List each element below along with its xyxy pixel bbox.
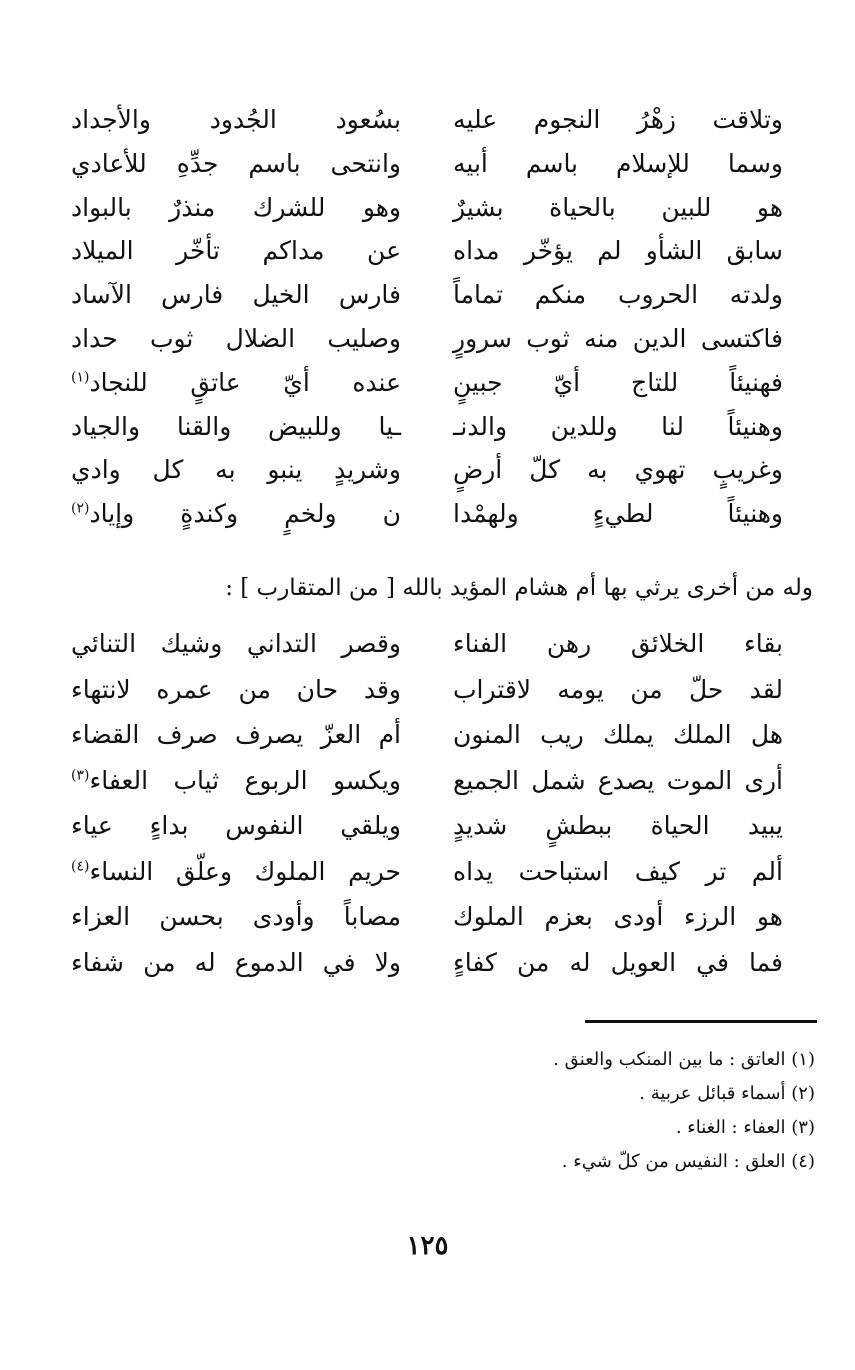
verse-second-hemistich-text: مصاباً وأودى بحسن العزاء <box>71 902 401 931</box>
verse-second-hemistich <box>71 668 401 711</box>
poem-intro: وله من أخرى يرثي بها أم هشام المؤيد بالله [ من المتقارب ] : <box>225 575 813 601</box>
verse-first-hemistich: فاكتسى الدين منه ثوب سرورٍ <box>453 323 783 353</box>
verse-first-hemistich: وغريبٍ تهوي به كلّ أرضٍ <box>453 455 783 485</box>
verse-second-hemistich <box>71 492 401 535</box>
verse-first-hemistich: ولدته الحروب منكم تماماً <box>453 280 783 310</box>
verse-line <box>71 804 783 850</box>
verse-line <box>71 895 783 941</box>
verse-second-hemistich <box>71 317 401 360</box>
footnote: (٤) العلق : النفيس من كلّ شيء . <box>561 1151 815 1172</box>
verse-line <box>71 229 783 273</box>
verse-first-hemistich: سابق الشأو لم يؤخّر مداه <box>453 236 783 266</box>
verse-second-hemistich <box>71 895 401 938</box>
page-number: ١٢٥ <box>406 1231 449 1261</box>
verse-second-hemistich-text: ولا في الدموع له من شفاء <box>71 947 401 977</box>
footnote: (٢) أسماء قبائل عربية . <box>639 1083 815 1104</box>
verse-line <box>71 98 783 142</box>
footnote-marker: (٣) <box>71 767 90 784</box>
verse-second-hemistich <box>71 941 401 984</box>
verse-line <box>71 941 783 987</box>
verse-line <box>71 492 783 536</box>
verse-second-hemistich-text: وقصر التداني وشيك التنائي <box>71 629 401 658</box>
footnote: (٣) العفاء : الغناء . <box>675 1117 815 1138</box>
verse-second-hemistich-text: وهو للشرك منذرٌ بالبواد <box>71 192 401 222</box>
verse-line <box>71 273 783 317</box>
verse-second-hemistich-text: حريم الملوك وعلّق النساء <box>89 856 401 886</box>
verse-first-hemistich: وهنيئاً لنا وللدين والدنـ <box>453 411 783 441</box>
verse-second-hemistich-text: بسُعود الجُدود والأجداد <box>71 105 401 134</box>
verse-second-hemistich <box>71 229 401 272</box>
verse-second-hemistich-text: ويكسو الربوع ثياب العفاء <box>89 765 401 795</box>
verse-first-hemistich: وتلاقت زهْرُ النجوم عليه <box>453 105 783 134</box>
verse-second-hemistich <box>71 405 401 448</box>
verse-first-hemistich: هو للبين بالحياة بشيرٌ <box>453 192 783 222</box>
footnotes <box>115 1043 815 1179</box>
verse-line <box>71 142 783 186</box>
verse-line <box>71 668 783 714</box>
verse-line <box>71 850 783 896</box>
verse-first-hemistich: وسما للإسلام باسم أبيه <box>453 148 783 178</box>
verse-second-hemistich <box>71 448 401 491</box>
verse-first-hemistich: وهنيئاً لطيءٍ ولهمْدا <box>453 499 783 529</box>
verse-second-hemistich-text: ويلقي النفوس بداءٍ عياء <box>71 811 401 840</box>
verse-first-hemistich: لقد حلّ من يومه لاقتراب <box>453 674 783 704</box>
verse-second-hemistich <box>71 98 401 141</box>
verse-second-hemistich-text: ـيا وللبيض والقنا والجياد <box>71 411 401 441</box>
verse-second-hemistich-text: فارس الخيل فارس الآساد <box>71 280 401 310</box>
verse-second-hemistich-text: ن ولخمٍ وكندةٍ وإياد <box>89 499 401 529</box>
verse-line <box>71 759 783 805</box>
verse-second-hemistich-text: وصليب الضلال ثوب حداد <box>71 323 401 353</box>
footnote-divider <box>585 1020 817 1023</box>
verse-line <box>71 713 783 759</box>
verse-first-hemistich: فهنيئاً للتاج أيّ جبينٍ <box>453 367 783 397</box>
verse-first-hemistich: بقاء الخلائق رهن الفناء <box>453 629 783 658</box>
verse-second-hemistich <box>71 273 401 316</box>
verse-first-hemistich: أرى الموت يصدع شمل الجميع <box>453 765 783 795</box>
verse-line <box>71 317 783 361</box>
verse-second-hemistich-text: عن مداكم تأخّر الميلاد <box>71 236 401 266</box>
footnote-marker: (٢) <box>71 500 90 517</box>
verse-second-hemistich <box>71 713 401 756</box>
verse-second-hemistich <box>71 361 401 404</box>
verse-second-hemistich <box>71 186 401 229</box>
footnote-marker: (٤) <box>71 858 90 875</box>
verse-line <box>71 186 783 230</box>
verse-first-hemistich: يبيد الحياة ببطشٍ شديدٍ <box>453 811 783 840</box>
verse-first-hemistich: ألم تر كيف استباحت يداه <box>453 856 783 886</box>
poem-first <box>71 98 783 536</box>
poem-second <box>71 622 783 986</box>
verse-line <box>71 361 783 405</box>
verse-second-hemistich-text: وانتحى باسم جدِّهِ للأعادي <box>71 148 401 178</box>
verse-line <box>71 405 783 449</box>
verse-line <box>71 448 783 492</box>
footnote-marker: (١) <box>71 369 90 386</box>
verse-second-hemistich <box>71 142 401 185</box>
verse-second-hemistich <box>71 804 401 847</box>
verse-second-hemistich-text: عنده أيّ عاتقٍ للنجاد <box>89 367 401 397</box>
verse-line <box>71 622 783 668</box>
verse-first-hemistich: فما في العويل له من كفاءٍ <box>453 947 783 977</box>
footnote: (١) العاتق : ما بين المنكب والعنق . <box>553 1049 815 1070</box>
verse-second-hemistich <box>71 850 401 893</box>
verse-second-hemistich-text: وشريدٍ ينبو به كل وادي <box>71 455 401 485</box>
verse-second-hemistich-text: أم العزّ يصرف صرف القضاء <box>71 720 401 749</box>
verse-second-hemistich-text: وقد حان من عمره لانتهاء <box>71 674 401 704</box>
verse-second-hemistich <box>71 622 401 665</box>
verse-second-hemistich <box>71 759 401 802</box>
verse-first-hemistich: هو الرزء أودى بعزم الملوك <box>453 902 783 931</box>
verse-first-hemistich: هل الملك يملك ريب المنون <box>453 720 783 749</box>
